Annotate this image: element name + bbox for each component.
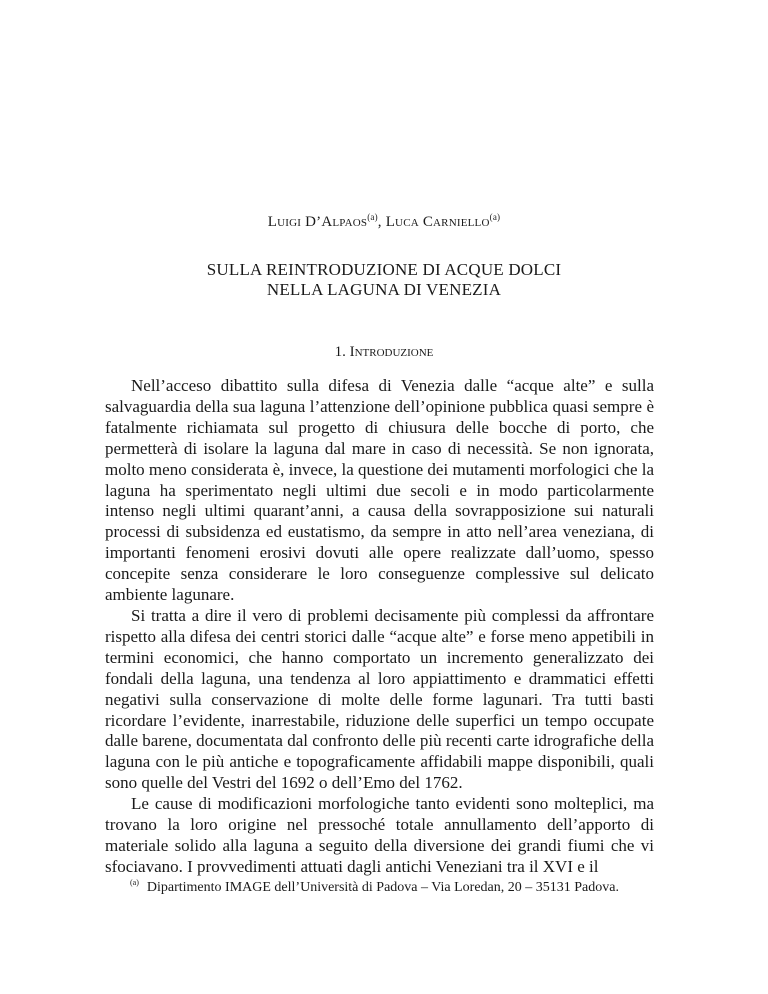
footnote-mark: (a) <box>130 878 139 887</box>
footnote <box>130 878 690 896</box>
author-name: Luca Carniello <box>385 214 490 230</box>
paragraph: Si tratta a dire il vero di problemi decisamente più complessi da affrontare rispetto alla difesa dei centri storici dalle “acque alte” e forse meno appetibili in termini economici, che hanno comportato un incremento generalizzato dei fondali della laguna, una tendenza al loro appiattimento e drammatici effetti negativi sulla conservazione di molte delle forme lagunari. Tra tutti basti ricordare l’evidente, inarrestabile, riduzione delle superfici un tempo occupate dalle barene, documentata dal confronto delle più recenti carte idrografiche della laguna con le più antiche e topograficamente affidabili mappe disponibili, quali sono quelle del Vestri del 1692 o dell’Emo del 1762. <box>105 605 654 793</box>
affiliation-mark: (a) <box>367 212 378 222</box>
title-line: SULLA REINTRODUZIONE DI ACQUE DOLCI <box>206 260 562 279</box>
paragraph: Le cause di modificazioni morfologiche tanto evidenti sono molteplici, ma trovano la loro origine nel pressoché totale annullamento dell’apporto di materiale solido alla laguna a seguito della diversione dei grandi fiumi che vi sfociavano. I provvedimenti attuati dagli antichi Veneziani tra il XVI e il <box>105 794 654 876</box>
section-heading: 1. Introduzione <box>334 344 434 360</box>
affiliation-mark: (a) <box>489 212 501 222</box>
footnote-text: Dipartimento IMAGE dell’Università di Padova – Via Loredan, 20 – 35131 Padova. <box>146 880 619 895</box>
body-text <box>105 376 654 878</box>
author-separator: , <box>377 214 386 230</box>
paper-title <box>0 260 768 300</box>
title-line: NELLA LAGUNA DI VENEZIA <box>266 280 502 299</box>
author-name: Luigi D’Alpaos <box>267 214 368 230</box>
paragraph: Nell’acceso dibattito sulla difesa di Venezia dalle “acque alte” e sulla salvaguardia della sua laguna l’attenzione dell’opinione pubblica quasi sempre è fatalmente richiamata sul progetto di chiusura delle bocche di porto, che permetterà di isolare la laguna dal mare in caso di necessità. Se non ignorata, molto meno considerata è, invece, la questione dei mutamenti morfologici che la laguna ha sperimentato negli ultimi due secoli e in modo particolarmente intenso negli ultimi quarant’anni, a causa della sovrapposizione sui naturali processi di subsidenza ed eustatismo, da sempre in atto nell’area veneziana, di importanti fenomeni erosivi dovuti alle opere realizzate dall’uomo, spesso concepite senza considerare le loro conseguenze complessive sul delicato ambiente lagunare. <box>105 376 655 605</box>
author-line <box>0 212 768 231</box>
